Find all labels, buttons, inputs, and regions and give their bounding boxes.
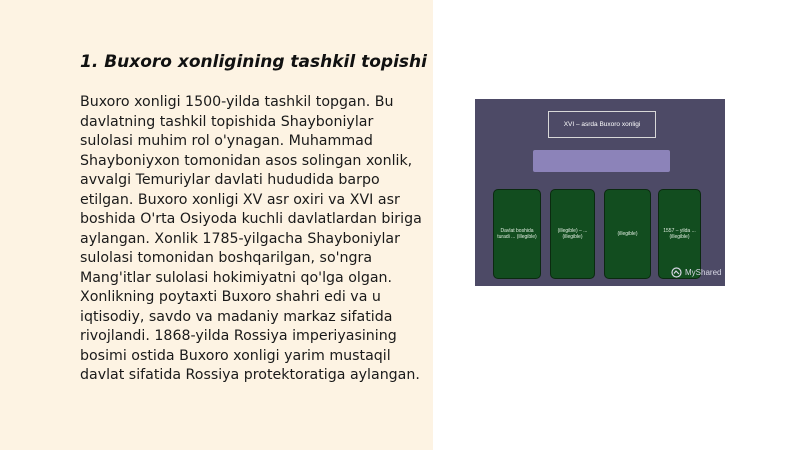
watermark-text: MyShared <box>685 267 722 277</box>
slide-box-4: 1557 – yilda ... (illegible) <box>658 189 701 279</box>
slide-box-1: Davlat boshida turadi ... (illegible) <box>493 189 541 279</box>
myshared-logo-icon <box>671 267 682 278</box>
slide-box-2: (illegible) – ... (illegible) <box>550 189 595 279</box>
slide-thumbnail <box>475 99 725 286</box>
slide-title: XVI – asrda Buxoro xonligi <box>548 111 656 138</box>
slide-banner <box>533 150 670 172</box>
section-title: 1. Buxoro xonligining tashkil topishi <box>80 52 427 72</box>
watermark <box>671 266 721 278</box>
body-paragraph: Buxoro xonligi 1500-yilda tashkil topgan. Bu davlatning tashkil topishida Shayboniylar sulolasi muhim rol o'ynagan. Muhammad Shayboniyxon tomonidan asos solingan xonlik, avvalgi Temuriylar davlati hududida barpo etilgan. Buxoro xonligi XV asr oxiri va XVI asr boshida O'rta Osiyoda kuchli davlatlardan biriga aylangan. Xonlik 1785-yilgacha Shayboniylar sulolasi tomonidan boshqarilgan, so'ngra Mang'itlar sulolasi hokimiyatni qo'lga olgan. Xonlikning poytaxti Buxoro shahri edi va u iqtisodiy, savdo va madaniy markaz sifatida rivojlandi. 1868-yilda Rossiya imperiyasining bosimi ostida Buxoro xonligi yarim mustaqil davlat sifatida Rossiya protektoratiga aylangan. <box>80 94 422 383</box>
slide-box-3: (illegible) <box>604 189 651 279</box>
